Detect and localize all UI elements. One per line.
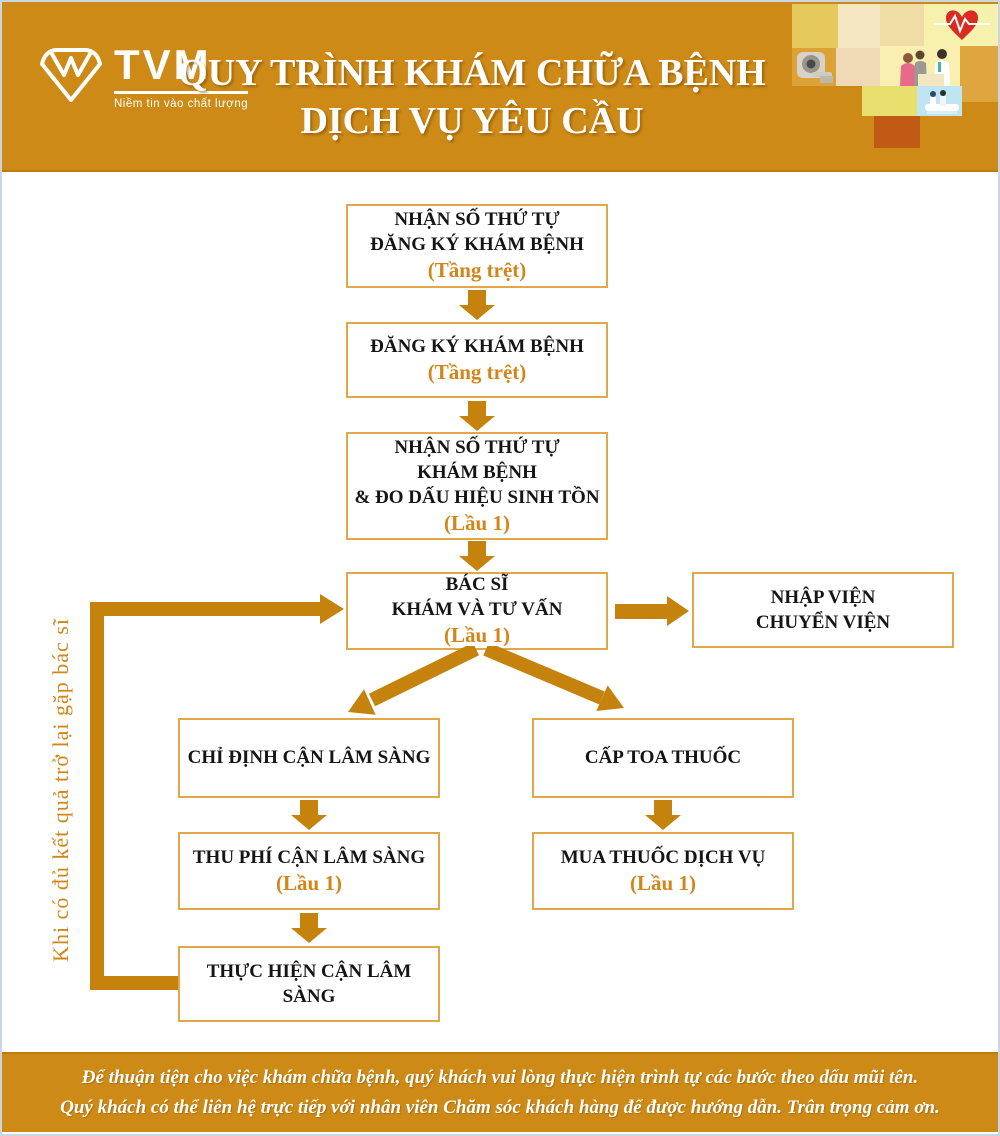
- flow-box-prescription: [532, 718, 794, 798]
- mosaic-tile: [874, 116, 920, 148]
- mosaic-tile: [838, 4, 880, 48]
- mosaic-tile: [836, 48, 880, 86]
- box-line: ĐĂNG KÝ KHÁM BỆNH: [370, 335, 584, 357]
- mosaic-tile: [862, 86, 917, 116]
- box-line: MUA THUỐC DỊCH VỤ: [560, 846, 766, 868]
- box-floor-note: (Tầng trệt): [427, 359, 527, 384]
- flow-box-admission-transfer: [692, 572, 954, 648]
- page-title-line1: QUY TRÌNH KHÁM CHỮA BỆNH: [178, 52, 766, 94]
- arrow-down-icon: [459, 401, 495, 431]
- box-floor-note: (Lầu 1): [276, 870, 342, 895]
- box-line: THU PHÍ CẬN LÂM SÀNG: [192, 846, 426, 868]
- box-floor-note: (Lầu 1): [444, 510, 510, 535]
- box-line: NHẬN SỐ THỨ TỰ: [394, 209, 560, 231]
- footer-line2: Quý khách có thể liên hệ trực tiếp với nhân viên Chăm sóc khách hàng để được hướng dẫn. Trân trọng cảm ơn.: [60, 1097, 940, 1118]
- split-arrows-icon: [314, 646, 664, 718]
- box-line: CHỈ ĐỊNH CẬN LÂM SÀNG: [187, 747, 431, 769]
- box-floor-note: (Lầu 1): [444, 623, 510, 648]
- brand-diamond-icon: [38, 44, 104, 111]
- flow-box-clinical-fee: [178, 832, 440, 910]
- arrow-down-icon: [459, 290, 495, 320]
- mosaic-tile: [792, 4, 838, 48]
- page-title: [152, 50, 792, 145]
- box-line: NHẬP VIỆN: [770, 586, 876, 608]
- box-line: ĐĂNG KÝ KHÁM BỆNH: [370, 234, 584, 256]
- arrow-down-icon: [291, 800, 327, 830]
- footer-note: [2, 1052, 998, 1132]
- arrow-down-icon: [645, 800, 681, 830]
- box-line: BÁC SĨ: [445, 574, 509, 596]
- heart-ecg-icon: [924, 4, 1000, 46]
- box-line: & ĐO DẤU HIỆU SINH TỒN: [354, 486, 600, 508]
- box-line: THỰC HIỆN CẬN LÂM SÀNG: [206, 960, 412, 1007]
- flow-box-receive-number-registration: [346, 204, 608, 288]
- mosaic-tile: [880, 4, 924, 48]
- loop-line-bottom: [90, 976, 178, 990]
- brand-tagline: Niềm tin vào chất lượng: [114, 98, 249, 110]
- arrow-down-icon: [291, 913, 327, 943]
- header: [2, 2, 998, 172]
- flow-box-receive-number-vitals: [346, 432, 608, 540]
- box-line: NHẬN SỐ THỨ TỰ: [394, 436, 560, 458]
- box-line: CHUYỂN VIỆN: [755, 612, 891, 633]
- flow-box-register-exam: [346, 322, 608, 398]
- mosaic-tile: [960, 46, 1000, 102]
- page-title-line2: DỊCH VỤ YÊU CẦU: [300, 99, 644, 142]
- mri-scanner-photo: [792, 48, 836, 86]
- box-floor-note: (Lầu 1): [630, 870, 696, 895]
- flow-box-doctor-consult: [346, 572, 608, 650]
- box-line: KHÁM VÀ TƯ VẤN: [391, 599, 563, 621]
- consultation-photo: [880, 46, 960, 86]
- brand-name: TVM: [114, 44, 248, 94]
- box-line: KHÁM BỆNH: [417, 461, 537, 483]
- box-floor-note: (Tầng trệt): [427, 258, 527, 283]
- flow-box-buy-medicine: [532, 832, 794, 910]
- loop-line-top: [90, 602, 320, 616]
- hospital-bed-photo: [917, 86, 962, 116]
- flow-box-clinical-order: [178, 718, 440, 798]
- box-line: CẤP TOA THUỐC: [584, 747, 742, 769]
- arrow-right-icon: [615, 596, 689, 626]
- flow-box-clinical-perform: [178, 946, 440, 1022]
- loop-arrowhead-icon: [320, 594, 344, 624]
- loop-label: Khi có đủ kết quả trở lại gặp bác sĩ: [48, 618, 73, 962]
- footer-line1: Để thuận tiện cho việc khám chữa bệnh, quý khách vui lòng thực hiện trình tự các bước theo dấu mũi tên.: [81, 1066, 919, 1088]
- arrow-down-icon: [459, 541, 495, 571]
